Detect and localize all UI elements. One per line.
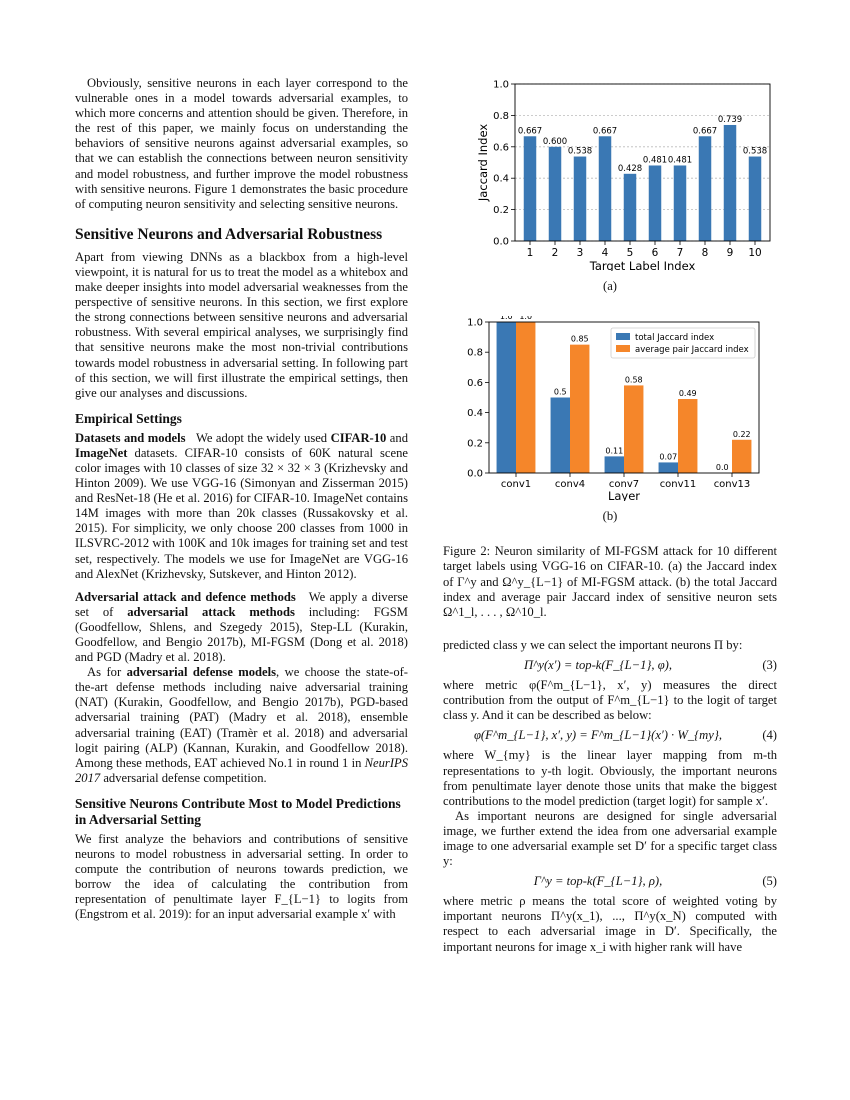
attack-runin: Adversarial attack and defence methods [75,589,296,604]
data-label: 0.58 [624,375,643,385]
right-paragraph-3: where W_{my} is the linear layer mapping from m-th representations to y-th logit. Obviously, the important neurons from penultimate layer denote those units that make the biggest contributions to the model prediction (target logit) for sample x′. [443,748,777,808]
attack-text-a: We apply a diverse set of [75,589,408,619]
y-tick-label: 0.6 [467,378,483,390]
x-tick-label: 3 [576,247,584,259]
bar [524,136,537,241]
datasets-paragraph [75,431,408,582]
figure-caption: Figure 2: Neuron similarity of MI-FGSM attack for 10 different target labels using VGG-16 on CIFAR-10. (a) the Jaccard index of Γ^y and Ω^y_{L−1} of MI-FGSM attack. (b) the total Jaccard index and average pair Jaccard index of sensitive neuron sets Ω^1_l, . . . , Ω^10_l. [443,544,777,619]
y-axis-label: Jaccard Index [476,123,490,202]
data-label: 0.22 [732,429,751,439]
bar [732,440,751,473]
right-column [443,76,777,955]
data-label: 0.428 [617,163,643,174]
equation-4-number: (4) [762,728,777,743]
figure-b [443,316,777,524]
bar [516,322,535,473]
bar [549,147,562,241]
right-paragraph-1: predicted class y we can select the important neurons Π by: [443,637,743,652]
y-tick-label: 0.2 [493,205,509,217]
datasets-text-a: We adopt the widely used [195,430,331,445]
data-label: 0.11 [605,446,624,456]
data-label: 0.538 [567,146,593,157]
y-tick-label: 0.0 [493,236,509,248]
bar [605,457,624,474]
x-tick-label: 10 [748,247,762,259]
bar [570,345,589,473]
x-tick-label: 9 [726,247,734,259]
legend-label: average pair Jaccard index [635,345,749,356]
data-label: 1.0 [499,316,513,322]
y-tick-label: 0.8 [493,110,509,122]
data-label: 0.0 [715,463,729,473]
y-tick-label: 0.0 [467,468,483,480]
data-label: 0.667 [692,126,718,137]
x-tick-label: 7 [676,247,684,259]
bar [649,165,662,241]
subfigure-a-label: (a) [603,279,617,294]
y-tick-label: 0.4 [493,173,509,185]
bar [551,398,570,474]
x-tick-label: 1 [526,247,534,259]
bar [699,136,712,241]
data-label: 0.5 [553,387,567,397]
bar [659,463,678,474]
jaccard-index-bar-chart [443,76,777,271]
data-label: 0.538 [742,146,768,157]
x-tick-label: conv4 [554,479,586,491]
equation-3 [443,658,777,673]
defense-bold: adversarial defense models [126,665,277,680]
bar [749,157,762,241]
layer-jaccard-bar-chart [443,316,777,501]
equation-5-number: (5) [762,874,777,889]
cifar-bold: CIFAR-10 [330,430,387,445]
x-tick-label: conv1 [500,479,532,491]
bar [497,322,516,473]
intro-paragraph: Obviously, sensitive neurons in each layer correspond to the vulnerable ones in a model towards adversarial examples, to which more concerns and attention should be given. Therefore, in the rest of this paper, we mainly focus on understanding the behaviors of sensitive neurons against adversarial examples, so that we can establish the connections between neuron sensitivity and model robustness, and further improve the model robustness with sensitive neurons. Figure 1 demonstrates the basic procedure of computing neuron sensitivity and selecting sensitive neurons. [75,76,408,211]
and-text: and [386,430,408,445]
x-tick-label: 5 [626,247,634,259]
y-tick-label: 1.0 [467,317,483,329]
data-label: 0.667 [517,126,543,137]
subfigure-b-label: (b) [602,509,618,524]
bar [574,157,587,241]
x-axis-label: Target Label Index [589,259,696,271]
data-label: 0.667 [592,126,618,137]
x-tick-label: 8 [701,247,709,259]
section-paragraph: Apart from viewing DNNs as a blackbox from a high-level viewpoint, it is natural for us to treat the model as a whitebox and make deeper insights into model adversarial weaknesses from the perspective of sensitive neurons. In this section, we first explore the strong connections between sensitive neurons and adversarial robustness. With several empirical analyses, we surprisingly find that sensitive neurons make the most non-trivial contributions towards model robustness in adversarial setting. In following part of this section, we will first illustrate the empirical settings, then give our analyses and discussions. [75,249,408,400]
defense-text-b: , we choose the state-of-the-art defense methods including naive adversarial training (NAT) (Kurakin, Goodfellow, and Bengio 2017b), PGD-based adversarial training (PAT) (Madry et al. 2018), ensemble adversarial training (EAT) (Tramèr et al. 2018) and adversarial logit pairing (ALP) (Kannan, Kurakin, and Goodfellow 2018). Among these methods, EAT achieved No.1 in round 1 in [75,665,408,770]
equation-4 [443,728,777,743]
equation-4-body: φ(F^m_{L−1}, x′, y) = F^m_{L−1}(x′) · W_{my}, [473,728,723,743]
x-tick-label: 2 [551,247,559,259]
attack-text-b: including: FGSM (Goodfellow, Shlens, and Szegedy 2015), Step-LL (Kurakin, Goodfellow, and Bengio 2017b), MI-FGSM (Dong et al. 2018) and PGD (Madry et al. 2018). [75,604,409,665]
bar [624,386,643,474]
x-tick-label: conv13 [713,479,751,491]
contribute-heading: Sensitive Neurons Contribute Most to Model Predictions in Adversarial Setting [75,795,401,827]
right-paragraph-4: As important neurons are designed for single adversarial image, we further extend the idea from one adversarial example image to one adversarial example set D′ for a specific target class y: [443,808,777,869]
defense-text-a: As for [87,665,127,680]
bar [724,125,737,241]
y-tick-label: 0.6 [493,142,509,154]
data-label: 1.0 [519,316,533,322]
left-column [75,76,408,923]
data-label: 0.600 [542,136,568,147]
defense-paragraph [75,665,408,786]
data-label: 0.49 [678,389,697,399]
section-heading: Sensitive Neurons and Adversarial Robustness [75,225,383,243]
equation-3-number: (3) [762,657,777,672]
figure-a [443,76,777,294]
data-label: 0.07 [659,452,678,462]
y-tick-label: 0.4 [467,408,483,420]
x-tick-label: conv11 [659,479,697,491]
x-axis-label: Layer [607,489,641,502]
right-paragraph-2: where metric φ(F^m_{L−1}, x′, y) measures the direct contribution from the output of F^m_{L−1} to the logit of target class y. And it can be described as below: [443,678,777,723]
equation-5 [443,874,777,889]
x-tick-label: 4 [601,247,609,259]
y-tick-label: 0.2 [467,438,483,450]
attack-paragraph [75,590,408,665]
y-tick-label: 1.0 [493,79,509,91]
x-tick-label: conv7 [608,479,640,491]
defense-text-c: adversarial defense competition. [100,770,267,785]
empirical-heading: Empirical Settings [75,410,182,426]
legend-swatch [616,333,630,340]
neurips-italic: NeurIPS 2017 [75,755,408,785]
bar [674,165,687,241]
datasets-text-b: datasets. CIFAR-10 consists of 60K natural scene color images with 10 classes of size 32 × 32 × 3 (Krizhevsky and Hinton 2009). We use VGG-16 (Simonyan and Zisserman 2015) and ResNet-18 (He et al. 2016) for CIFAR-10. ImageNet contains 14M images with more than 20k classes (Russakovsky et al. 2015). For simplicity, we only choose 200 classes from 1000 in ILSVRC-2012 with 100K and 10k images for training set and test set, respectively. The models we use for ImageNet are VGG-16 and AlexNet (Krizhevsky, Sutskever, and Hinton 2012). [75,445,408,581]
contribute-paragraph: We first analyze the behaviors and contributions of sensitive neurons to model robustness in adversarial setting. In order to compute the contribution of neurons towards prediction, we borrow the idea of calculating the contribution from representation of penultimate layer F_{L−1} to logits from (Engstrom et al. 2019): for an input adversarial example x′ with [75,831,408,922]
y-tick-label: 0.8 [467,347,483,359]
attack-bold: adversarial attack methods [127,604,295,619]
datasets-runin: Datasets and models [75,430,186,445]
data-label: 0.85 [570,334,589,344]
equation-3-body: Π^y(x′) = top-k(F_{L−1}, φ), [523,657,673,672]
imagenet-bold: ImageNet [75,445,128,460]
data-label: 0.481 [667,155,693,166]
legend-label: total Jaccard index [635,333,715,344]
x-tick-label: 6 [651,247,659,259]
data-label: 0.739 [717,114,743,125]
legend-swatch [616,345,630,352]
bar [678,399,697,473]
data-label: 0.481 [642,155,668,166]
bar [599,136,612,241]
bar [624,174,637,241]
equation-5-body: Γ^y = top-k(F_{L−1}, ρ), [533,874,663,889]
right-paragraph-5: where metric ρ means the total score of weighted voting by important neurons Π^y(x_1), ..., Π^y(x_N) computed with respect to each adversarial image in D′. Specifically, the important neurons for image x_i with higher rank will have [443,894,777,954]
